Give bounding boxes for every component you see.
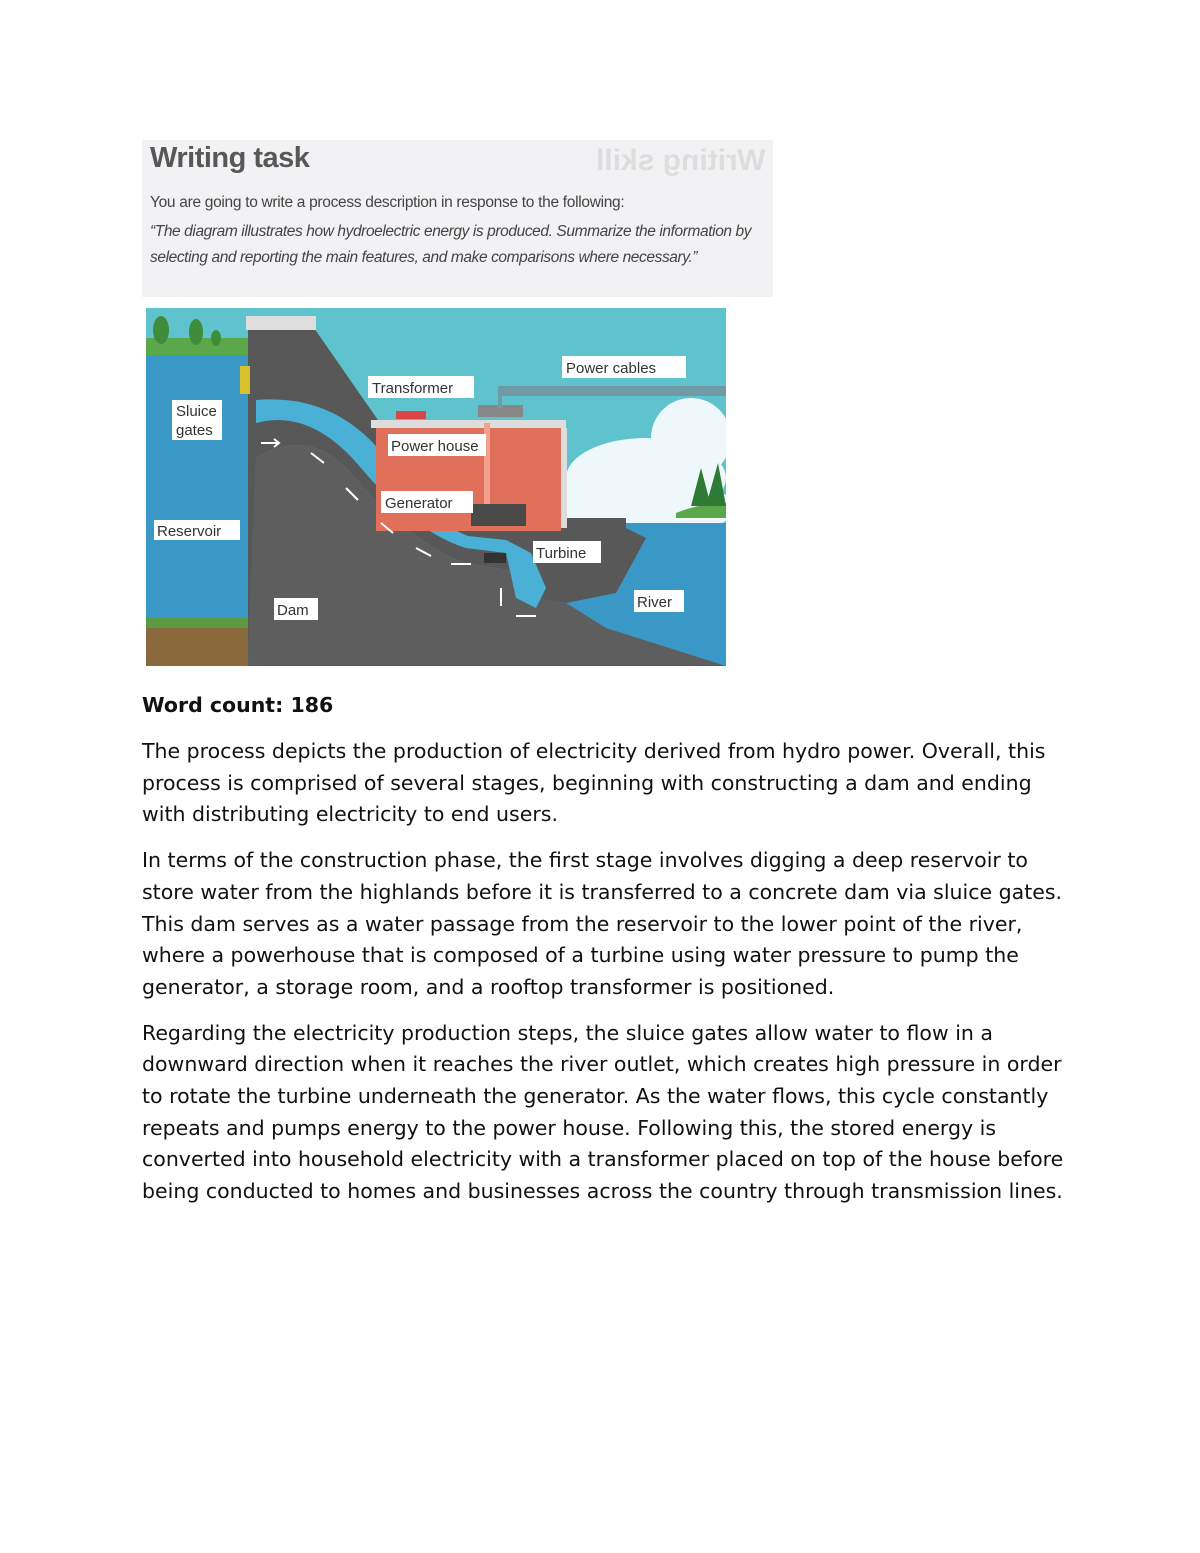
label-power-cables	[562, 356, 686, 378]
label-transformer	[368, 376, 474, 398]
svg-text:Reservoir: Reservoir	[157, 523, 222, 540]
paragraph-construction: In terms of the construction phase, the first stage involves digging a deep reservoir to store water from the highlands before it is transferred to a concrete dam via sluice gates. This dam serves as a water passage from the reservoir to the lower point of the river, where a powerhouse that is composed of a turbine using water pressure to pump the generator, a storage room, and a rooftop transformer is positioned.	[142, 848, 1063, 999]
roof-vents	[396, 411, 426, 419]
svg-text:Sluice: Sluice	[176, 403, 217, 420]
sluice-gate	[240, 366, 250, 394]
svg-text:River: River	[637, 594, 673, 611]
task-title: Writing task	[150, 142, 310, 174]
label-turbine	[533, 541, 601, 563]
svg-text:Power house: Power house	[391, 438, 479, 455]
hydroelectric-diagram	[146, 308, 726, 666]
label-power-house	[388, 434, 486, 456]
svg-text:Generator: Generator	[385, 495, 453, 512]
svg-text:Dam: Dam	[277, 602, 309, 619]
label-sluice-gates	[172, 400, 222, 440]
power-cables	[498, 386, 726, 396]
svg-text:Turbine: Turbine	[536, 545, 587, 562]
paragraph-overview: The process depicts the production of electricity derived from hydro power. Overall, this process is comprised of several stages, beginning with constructing a dam and ending with distributing electricity to end users.	[142, 739, 1046, 827]
label-generator	[381, 491, 473, 513]
label-river	[634, 590, 684, 612]
essay	[142, 690, 1072, 1222]
turbine	[484, 553, 506, 563]
svg-text:Transformer: Transformer	[372, 380, 454, 397]
writing-task-image	[142, 140, 773, 297]
word-count: Word count: 186	[142, 693, 334, 717]
generator	[471, 504, 526, 526]
reservoir-bed	[146, 626, 248, 666]
task-quote: “The diagram illustrates how hydroelectric energy is produced. Summarize the information by selecting and reporting the main features, and make comparisons where necessary.”	[150, 223, 752, 266]
svg-text:gates: gates	[176, 422, 213, 439]
label-dam	[274, 598, 318, 620]
ghost-heading: Writing skill	[595, 144, 765, 177]
task-intro: You are going to write a process description in response to the following:	[150, 194, 625, 211]
svg-text:Power cables: Power cables	[566, 360, 657, 377]
label-reservoir	[154, 520, 240, 540]
dam-crest	[246, 316, 316, 330]
paragraph-production: Regarding the electricity production steps, the sluice gates allow water to flow in a downward direction when it reaches the river outlet, which creates high pressure in order to rotate the turbine underneath the generator. As the water flows, this cycle constantly repeats and pumps energy to the power house. Following this, the stored energy is converted into household electricity with a transformer placed on top of the house before being conducted to homes and businesses across the country through transmission lines.	[142, 1020, 1064, 1203]
